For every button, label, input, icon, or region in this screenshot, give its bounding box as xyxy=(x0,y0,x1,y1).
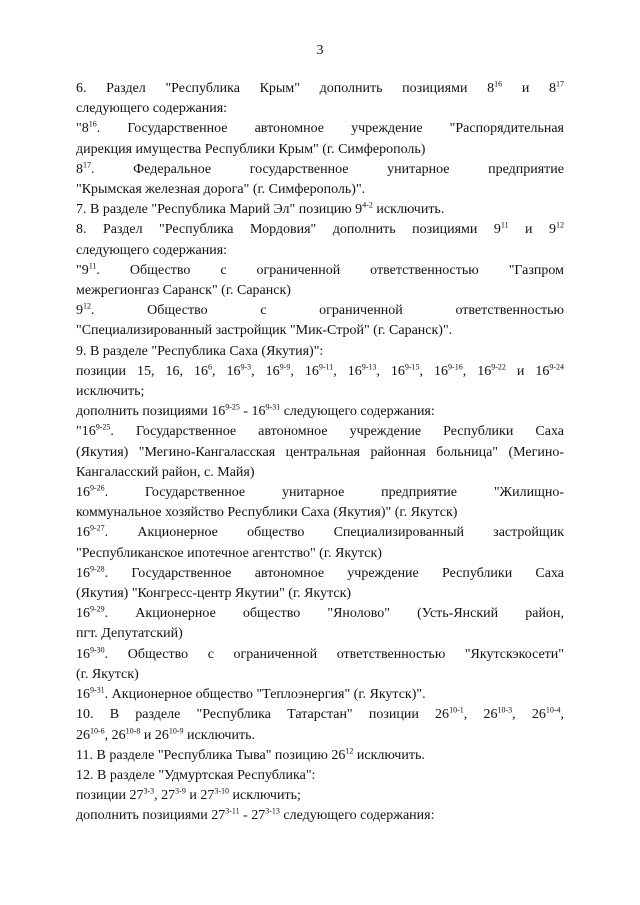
superscript: 17 xyxy=(556,79,564,89)
text-run: . Государственное унитарное предприятие "Жилищно- xyxy=(104,485,564,501)
superscript: 10-6 xyxy=(90,725,105,735)
text-run: (Якутия) "Конгресс-центр Якутии" (г. Якутск) xyxy=(76,586,352,602)
text-run: . Государственное автономное учреждение "Распорядительная xyxy=(96,121,564,137)
text-run: , 27 xyxy=(154,788,176,804)
page-number: 3 xyxy=(316,43,324,58)
text-run: "Специализированный застройщик "Мик-Строй" (г. Саранск)". xyxy=(76,323,453,339)
text-run: дополнить позициями 27 xyxy=(76,808,226,824)
paragraph-line xyxy=(76,422,564,442)
text-run: . Общество с ограниченной ответственностью "Якутскэкосети" xyxy=(104,646,564,662)
text-run: исключить; xyxy=(76,384,145,400)
superscript: 3-11 xyxy=(225,806,240,816)
text-run: - 16 xyxy=(239,404,266,420)
text-run: , 16 xyxy=(462,363,492,379)
text-run: следующего содержания: xyxy=(279,808,435,824)
paragraph-line xyxy=(76,483,564,503)
superscript: 9-3 xyxy=(240,362,252,372)
paragraph-line xyxy=(76,180,564,200)
text-run: исключить. xyxy=(372,202,445,218)
text-run: , 26 xyxy=(104,727,126,743)
text-run: позиции 27 xyxy=(76,788,144,804)
text-run: 6. Раздел "Республика Крым" дополнить позициями 8 xyxy=(76,81,495,96)
text-run: , 16 xyxy=(290,363,319,379)
paragraph-line xyxy=(76,261,564,281)
paragraph-line xyxy=(76,160,564,180)
superscript: 10-8 xyxy=(125,725,141,735)
text-run: и 27 xyxy=(185,788,215,804)
superscript: 9-31 xyxy=(90,685,105,695)
text-run: (г. Якутск) xyxy=(76,666,139,682)
text-run: , 16 xyxy=(376,363,405,379)
text-run: . Государственное автономное учреждение Республики Саха xyxy=(104,565,564,581)
superscript: 3-3 xyxy=(143,786,155,796)
superscript: 9-9 xyxy=(279,362,291,372)
paragraph-line xyxy=(76,402,564,422)
text-run: 16 xyxy=(76,687,90,703)
superscript: 16 xyxy=(88,119,97,129)
text-run: 16 xyxy=(76,485,90,501)
paragraph-line xyxy=(76,200,564,220)
paragraph-line xyxy=(76,362,564,382)
paragraph-line xyxy=(76,241,564,261)
paragraph-line xyxy=(76,99,564,119)
superscript: 11 xyxy=(500,220,509,230)
text-run: 10. В разделе "Республика Татарстан" позиции 26 xyxy=(76,707,450,723)
text-run: "9 xyxy=(76,262,89,278)
paragraph-line xyxy=(76,281,564,301)
paragraph-line xyxy=(76,503,564,523)
paragraph-line xyxy=(76,564,564,584)
text-run: "8 xyxy=(76,121,89,137)
superscript: 17 xyxy=(83,160,91,170)
superscript: 12 xyxy=(345,746,354,756)
paragraph-line xyxy=(76,786,564,806)
text-run: , 16 xyxy=(419,363,449,379)
paragraph-line xyxy=(76,584,564,604)
paragraph-line xyxy=(76,443,564,463)
document-body xyxy=(76,79,564,827)
superscript: 9-16 xyxy=(448,362,463,372)
superscript: 12 xyxy=(83,301,91,311)
text-run: . Государственное автономное учреждение Республики Саха xyxy=(110,424,564,440)
superscript: 9-27 xyxy=(90,523,105,533)
text-run: и 8 xyxy=(502,81,556,96)
text-run: коммунальное хозяйство Республики Саха (Якутия)" (г. Якутск) xyxy=(76,505,458,521)
paragraph-line xyxy=(76,544,564,564)
superscript: 3-13 xyxy=(265,806,280,816)
superscript: 9-30 xyxy=(90,645,105,655)
text-run: , 26 xyxy=(512,707,546,723)
text-run: , 26 xyxy=(463,707,498,723)
superscript: 9-29 xyxy=(90,604,105,614)
text-run: исключить. xyxy=(183,727,255,743)
text-run: 26 xyxy=(76,727,90,743)
paragraph-line xyxy=(76,705,564,725)
text-run: . Общество с ограниченной ответственностью xyxy=(91,303,564,319)
paragraph-line xyxy=(76,726,564,746)
text-run: "Республиканское ипотечное агентство" (г. Якутск) xyxy=(76,545,382,561)
superscript: 9-11 xyxy=(318,362,334,372)
text-run: 16 xyxy=(76,565,90,581)
superscript: 9-25 xyxy=(95,422,111,432)
superscript: 10-1 xyxy=(449,705,464,715)
paragraph-line xyxy=(76,463,564,483)
superscript: 4-2 xyxy=(362,200,373,210)
text-run: (Якутия) "Мегино-Кангаласская центральная районная больница" (Мегино- xyxy=(76,444,564,460)
text-run: - 27 xyxy=(239,808,266,824)
superscript: 9-25 xyxy=(225,402,240,412)
superscript: 10-9 xyxy=(168,725,184,735)
paragraph-line xyxy=(76,645,564,665)
superscript: 9-28 xyxy=(90,564,105,574)
paragraph-line xyxy=(76,665,564,685)
text-run: 11. В разделе "Республика Тыва" позицию 26 xyxy=(76,747,346,763)
text-run: , 16 xyxy=(251,363,280,379)
text-run: и 9 xyxy=(508,222,556,238)
superscript: 10-3 xyxy=(497,705,513,715)
superscript: 9-15 xyxy=(404,362,420,372)
paragraph-line xyxy=(76,746,564,766)
text-run: Кангаласский район, с. Майя) xyxy=(76,464,255,480)
text-run: "16 xyxy=(76,424,96,440)
superscript: 6 xyxy=(207,362,212,372)
text-run: "Крымская железная дорога" (г. Симферополь)". xyxy=(76,182,366,198)
text-run: межрегионгаз Саранск" (г. Саранск) xyxy=(76,283,291,299)
text-run: . Акционерное общество "Теплоэнергия" (г. Якутск)". xyxy=(104,687,426,703)
superscript: 9-22 xyxy=(491,362,506,372)
text-run: и 26 xyxy=(140,727,169,743)
superscript: 9-31 xyxy=(265,402,281,412)
text-run: исключить; xyxy=(229,788,301,804)
text-run: . Акционерное общество "Янолово" (Усть-Янский район, xyxy=(104,606,564,622)
text-run: исключить. xyxy=(353,747,425,763)
text-run: 8. Раздел "Республика Мордовия" дополнить позициями 9 xyxy=(76,222,501,238)
text-run: и 16 xyxy=(505,363,550,379)
paragraph-line xyxy=(76,301,564,321)
text-run: пгт. Депутатский) xyxy=(76,626,183,642)
superscript: 12 xyxy=(556,220,564,230)
text-run: позиции 15, 16, 16 xyxy=(76,363,208,379)
paragraph-line xyxy=(76,523,564,543)
superscript: 11 xyxy=(88,261,97,271)
text-run: 16 xyxy=(76,646,90,662)
text-run: 16 xyxy=(76,525,90,541)
text-run: 7. В разделе "Республика Марий Эл" позицию 9 xyxy=(76,202,363,218)
superscript: 3-10 xyxy=(214,786,230,796)
text-run: 9 xyxy=(76,303,83,319)
paragraph-line xyxy=(76,382,564,402)
text-run: 16 xyxy=(76,606,90,622)
paragraph-line xyxy=(76,79,564,99)
text-run: дополнить позициями 16 xyxy=(76,404,226,420)
text-run: , xyxy=(560,707,565,723)
paragraph-line xyxy=(76,119,564,139)
text-run: , 16 xyxy=(333,363,362,379)
text-run: . Акционерное общество Специализированный застройщик xyxy=(104,525,564,541)
text-run: следующего содержания: xyxy=(280,404,435,420)
paragraph-line xyxy=(76,806,564,826)
paragraph-line xyxy=(76,342,564,362)
paragraph-line xyxy=(76,140,564,160)
superscript: 10-4 xyxy=(545,705,561,715)
superscript: 9-26 xyxy=(90,483,105,493)
text-run: . Общество с ограниченной ответственностью "Газпром xyxy=(96,262,564,278)
text-run: . Федеральное государственное унитарное предприятие xyxy=(91,161,564,177)
superscript: 9-24 xyxy=(549,362,565,372)
text-run: следующего содержания: xyxy=(76,242,228,258)
paragraph-line xyxy=(76,685,564,705)
paragraph-line xyxy=(76,766,564,786)
superscript: 3-9 xyxy=(175,786,186,796)
text-run: 9. В разделе "Республика Саха (Якутия)": xyxy=(76,343,324,359)
superscript: 16 xyxy=(494,79,503,89)
paragraph-line xyxy=(76,604,564,624)
paragraph-line xyxy=(76,321,564,341)
text-run: следующего содержания: xyxy=(76,101,228,117)
paragraph-line xyxy=(76,624,564,644)
text-run: 12. В разделе "Удмуртская Республика": xyxy=(76,767,316,783)
text-run: , 16 xyxy=(211,363,241,379)
paragraph-line xyxy=(76,220,564,240)
text-run: дирекция имущества Республики Крым" (г. Симферополь) xyxy=(76,141,426,157)
text-run: 8 xyxy=(76,161,83,177)
superscript: 9-13 xyxy=(361,362,377,372)
